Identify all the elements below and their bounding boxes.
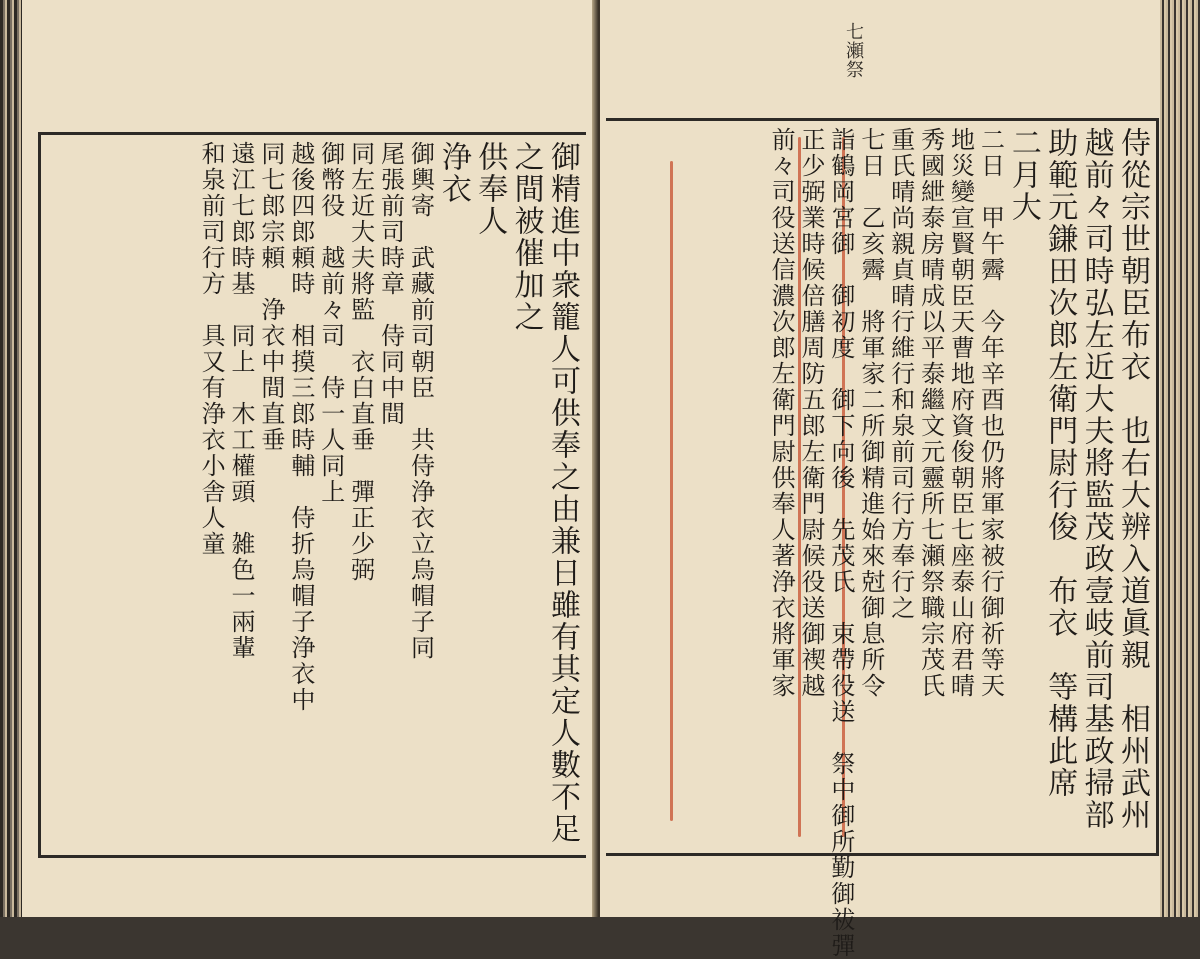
text-column: 御輿寄 武藏前司朝臣 共侍浄衣立烏帽子同 (406, 141, 435, 661)
text-column: 助範元鎌田次郎左衛門尉行俊 布衣 等構此席 (1042, 127, 1078, 799)
text-column: 御幣役 越前々司 侍一人同上 (316, 141, 345, 505)
text-column: 正少弼業時候倍膳周防五郎左衛門尉候役送御禊越 (797, 127, 825, 699)
text-column: 尾張前司時章 侍同中間 (376, 141, 405, 427)
text-column: 同七郎宗頼 浄衣中間直垂 (256, 141, 285, 453)
text-column: 之間被催加之 (508, 141, 544, 333)
left-page-frame (38, 132, 586, 858)
text-column: 供奉人 (472, 141, 508, 237)
text-column: 浄衣 (435, 141, 471, 205)
text-column: 二日 甲午霽 今年辛酉也仍將軍家被行御祈等天 (976, 127, 1005, 699)
left-text-block (189, 135, 586, 867)
left-page (22, 0, 599, 917)
text-column: 越前々司時弘左近大夫將監茂政壹岐前司基政掃部 (1078, 127, 1114, 831)
red-annotation-mark (670, 161, 673, 821)
text-column: 重氏晴尚親貞晴行維行和泉前司行方奉行之 (886, 127, 915, 621)
text-column: 御精進中衆籠人可供奉之由兼日雖有其定人數不足 (545, 141, 580, 845)
text-column: 二月大 (1005, 127, 1041, 223)
text-column: 越後四郎頼時 相摸三郎時輔 侍折烏帽子浄衣中 (286, 141, 315, 713)
text-column: 和泉前司行方 具又有浄衣小舎人童 (197, 141, 226, 557)
right-text-block (759, 121, 1156, 959)
text-column: 秀國紲泰房晴成以平泰繼文元靈所七瀬祭職宗茂氏 (916, 127, 945, 699)
text-column: 七日 乙亥霽 將軍家二所御精進始來尅御息所令 (856, 127, 885, 699)
text-column: 侍從宗世朝臣布衣 也右大辨入道眞親 相州武州 (1115, 127, 1150, 831)
right-page-frame (606, 118, 1159, 959)
text-column: 前々司役送信濃次郎左衛門尉供奉人著浄衣將軍家 (767, 127, 796, 699)
text-column: 地災變宣賢朝臣天曹地府資俊朝臣七座泰山府君晴 (946, 127, 975, 699)
text-column: 同左近大夫將監 衣白直垂 彈正少弼 (346, 141, 375, 583)
right-page (600, 0, 1165, 959)
page-stack-right (1160, 0, 1200, 917)
running-header: 七瀬祭 (843, 22, 864, 79)
text-column: 遠江七郎時基 同上 木工權頭 雑色一兩輩 (227, 141, 255, 661)
text-column: 詣鶴岡宮御 御初度 御下向後 先茂氏 束帶役送 祭中御所勤御祓彈 (826, 127, 855, 959)
